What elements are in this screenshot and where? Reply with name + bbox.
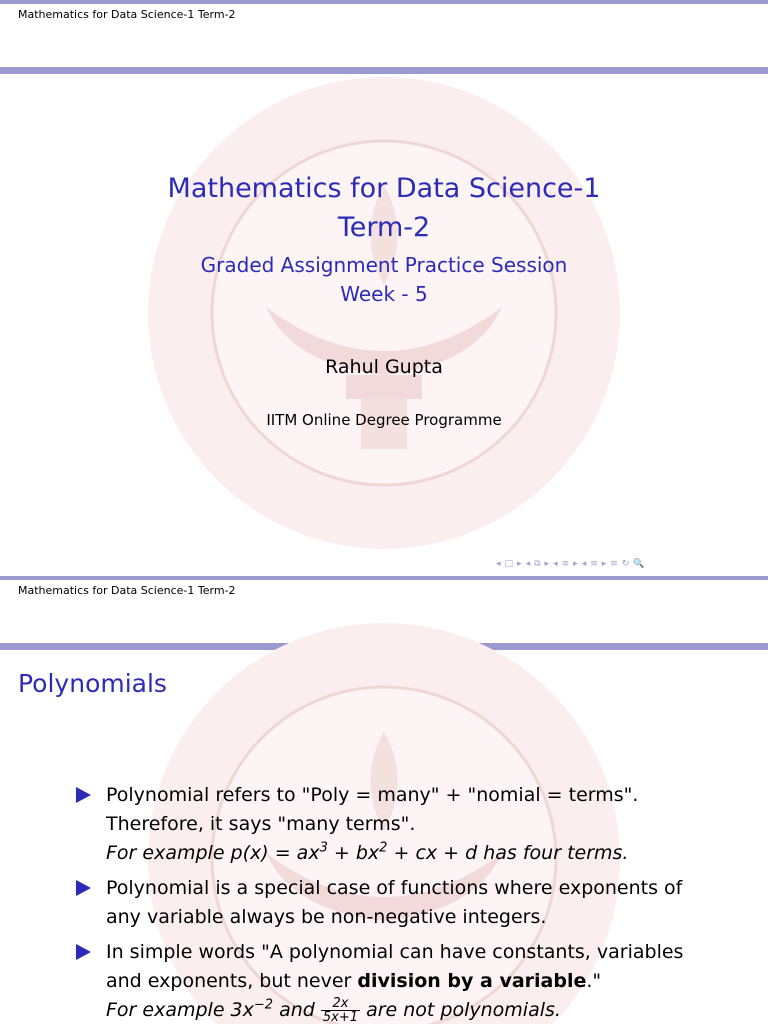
nav-prev-icon[interactable]: ◂: [525, 559, 531, 569]
nav-next-icon[interactable]: ▸: [601, 559, 607, 569]
beamer-navigation-bar[interactable]: [496, 556, 645, 572]
nav-prev-icon[interactable]: ◂: [553, 559, 558, 569]
bullet-text: any variable always be non-negative integers.: [106, 906, 547, 928]
bullet-example: For example $3x^{-2}$ and $\frac{2x}{5x+1}$ are not polynomials.: [106, 996, 561, 1024]
nav-prev-icon[interactable]: ◂: [581, 559, 587, 569]
subtitle-line-1: Graded Assignment Practice Session: [200, 253, 568, 277]
bullet-item: [76, 874, 726, 932]
nav-frame-icon[interactable]: □: [504, 559, 514, 569]
top-bar: [0, 0, 768, 4]
bullet-text: and exponents, but never division by a variable.": [106, 970, 602, 992]
fraction: $\frac{2x}{5x+1}$: [322, 996, 359, 1024]
bullet-text: Therefore, it says "many terms".: [106, 813, 416, 835]
author-name: Rahul Gupta: [325, 356, 443, 378]
bullet-text: In simple words "A polynomial can have constants, variables: [106, 941, 684, 963]
content-slide: [0, 576, 768, 1024]
institute-name: IITM Online Degree Programme: [266, 411, 502, 429]
bullet-text: Polynomial is a special case of functions where exponents of: [106, 877, 683, 899]
triangle-bullet-icon: [76, 880, 91, 896]
triangle-bullet-icon: [76, 944, 91, 960]
bullet-item: [76, 938, 726, 1024]
nav-next-icon[interactable]: ▸: [517, 559, 522, 569]
triangle-bullet-icon: [76, 787, 91, 803]
nav-back-icon[interactable]: ↻: [621, 559, 630, 569]
header-band: [0, 67, 768, 74]
nav-toc-icon[interactable]: ≡: [610, 559, 618, 569]
nav-section-icon[interactable]: ≡: [561, 559, 570, 569]
nav-prev-icon[interactable]: ◂: [496, 559, 501, 569]
title-line-1: Mathematics for Data Science-1: [167, 173, 601, 204]
slide-header: Mathematics for Data Science-1 Term-2: [18, 584, 236, 597]
nav-next-icon[interactable]: ▸: [573, 559, 578, 569]
nav-section-icon[interactable]: ≡: [590, 559, 598, 569]
iitm-seal-watermark: [146, 75, 622, 551]
bullet-example: For example $p(x) = ax^3 + bx^2$ + cx + d has four terms.: [106, 840, 629, 864]
nav-subsection-icon[interactable]: ⧉: [534, 559, 541, 569]
bullet-text: Polynomial refers to "Poly = many" + "nomial = terms".: [106, 784, 639, 806]
bullet-item: [76, 781, 726, 868]
nav-search-icon[interactable]: 🔍: [633, 559, 645, 569]
title-line-2: Term-2: [337, 212, 431, 243]
bullet-list: [76, 781, 726, 1024]
top-bar: [0, 576, 768, 580]
frame-title: Polynomials: [18, 669, 167, 698]
subtitle-line-2: Week - 5: [340, 282, 428, 306]
slide-header: Mathematics for Data Science-1 Term-2: [18, 8, 236, 21]
nav-next-icon[interactable]: ▸: [544, 559, 550, 569]
